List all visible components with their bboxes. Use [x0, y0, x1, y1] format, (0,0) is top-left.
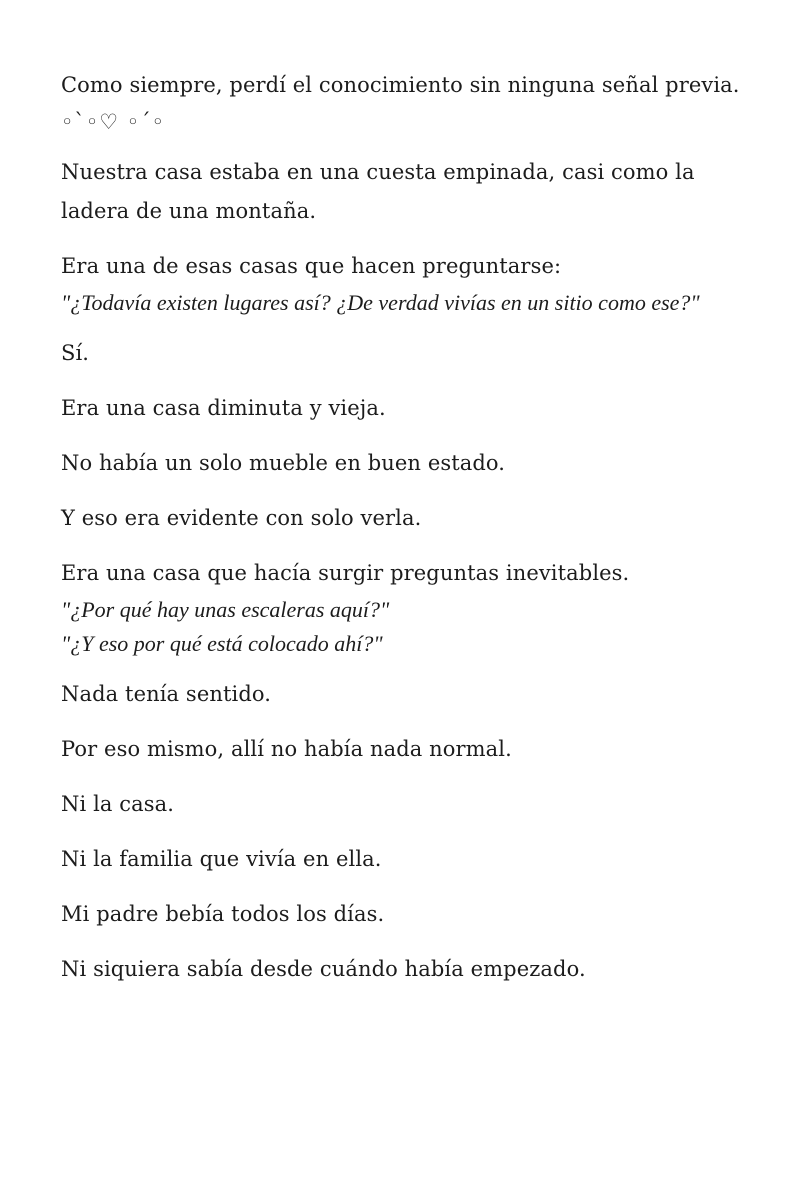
paragraph-father: Mi padre bebía todos los días. — [61, 902, 385, 926]
paragraph-intro: Como siempre, perdí el conocimiento sin ninguna señal previa. — [61, 73, 740, 97]
paragraph-house-question: Era una de esas casas que hacen preguntarse: — [61, 254, 562, 278]
quote-stairs: "¿Por qué hay unas escaleras aquí?" — [61, 597, 390, 622]
paragraph-questions: Era una casa que hacía surgir preguntas inevitables. — [61, 561, 630, 585]
paragraph-not-family: Ni la familia que vivía en ella. — [61, 847, 382, 871]
paragraph-house-slope: Nuestra casa estaba en una cuesta empinada, casi como la ladera de una montaña. — [61, 160, 695, 223]
quote-places: "¿Todavía existen lugares así? ¿De verdad vivías en un sitio como ese?" — [61, 290, 700, 315]
paragraph-no-sense: Nada tenía sentido. — [61, 682, 272, 706]
paragraph-furniture: No había un solo mueble en buen estado. — [61, 451, 506, 475]
scene-separator: ◦`◦♡ ◦´◦ — [61, 110, 166, 134]
paragraph-nothing-normal: Por eso mismo, allí no había nada normal. — [61, 737, 512, 761]
paragraph-not-house: Ni la casa. — [61, 792, 175, 816]
paragraph-evident: Y eso era evidente con solo verla. — [61, 506, 422, 530]
paragraph-yes: Sí. — [61, 341, 90, 365]
quote-placed: "¿Y eso por qué está colocado ahí?" — [61, 631, 383, 656]
paragraph-since-when: Ni siquiera sabía desde cuándo había empezado. — [61, 957, 586, 981]
paragraph-tiny-house: Era una casa diminuta y vieja. — [61, 396, 386, 420]
